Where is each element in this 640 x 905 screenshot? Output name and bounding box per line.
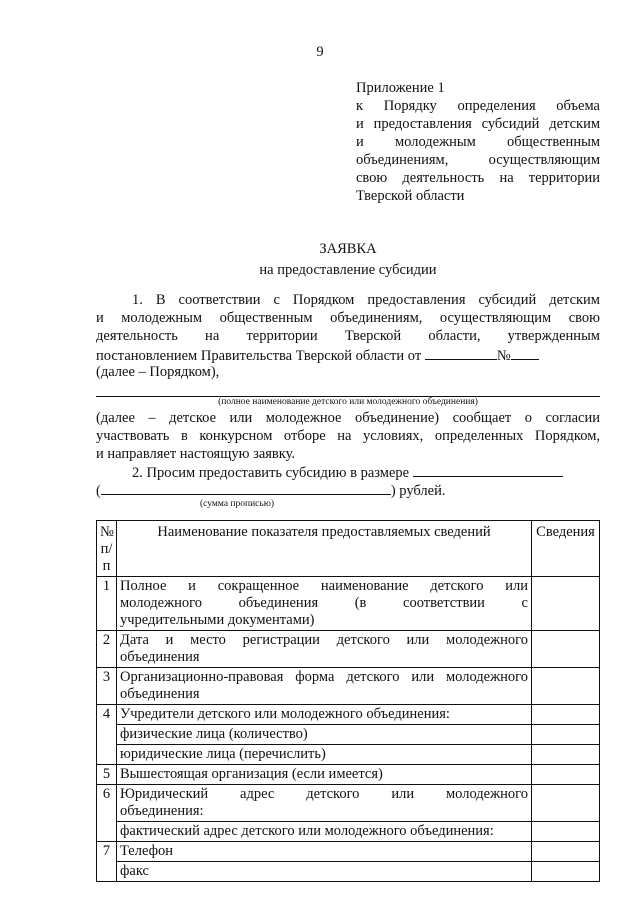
paragraph-line: (далее – детское или молодежное объединение) сообщает о согласии bbox=[96, 410, 600, 426]
row-label-line: объединения bbox=[120, 686, 200, 702]
paragraph-2-line bbox=[96, 463, 600, 481]
row-number: 7 bbox=[97, 842, 117, 882]
table-row bbox=[97, 668, 600, 705]
row-label bbox=[117, 862, 532, 882]
row-value-cell[interactable] bbox=[532, 705, 600, 725]
row-label-line: фактический адрес детского или молодежного объединения: bbox=[120, 823, 494, 839]
paragraph-2 bbox=[96, 463, 600, 499]
paragraph-2-amount-line bbox=[96, 481, 600, 499]
paragraph-1 bbox=[96, 292, 600, 382]
row-label-line: Телефон bbox=[120, 843, 173, 859]
row-value-cell[interactable] bbox=[532, 668, 600, 705]
paragraph-line: (далее – Порядком), bbox=[96, 364, 220, 380]
amount-words-blank[interactable] bbox=[101, 481, 391, 495]
row-value-cell[interactable] bbox=[532, 785, 600, 822]
appendix-line: свою деятельность на территории bbox=[356, 170, 600, 186]
paragraph-line: постановлением Правительства Тверской области от bbox=[96, 348, 422, 364]
header-num: № п/п bbox=[97, 521, 117, 577]
row-label-line: юридические лица (перечислить) bbox=[120, 746, 326, 762]
open-paren: ( bbox=[96, 483, 101, 499]
table-row bbox=[97, 862, 600, 882]
row-number: 1 bbox=[97, 577, 117, 631]
table-row bbox=[97, 577, 600, 631]
row-value-cell[interactable] bbox=[532, 822, 600, 842]
row-label-line: Вышестоящая организация (если имеется) bbox=[120, 766, 383, 782]
page-number: 9 bbox=[316, 44, 324, 60]
row-value-cell[interactable] bbox=[532, 577, 600, 631]
paragraph-line-with-blanks bbox=[96, 346, 600, 364]
row-label bbox=[117, 765, 532, 785]
row-label-line: учредительными документами) bbox=[120, 612, 315, 628]
row-label-line: Учредители детского или молодежного объединения: bbox=[120, 706, 450, 722]
paragraph-line: 2. Просим предоставить субсидию в размере bbox=[132, 465, 410, 481]
amount-blank[interactable] bbox=[413, 463, 563, 477]
row-label-line: объединения bbox=[120, 649, 200, 665]
number-sign: № bbox=[496, 348, 511, 364]
row-value-cell[interactable] bbox=[532, 725, 600, 745]
row-label bbox=[117, 745, 532, 765]
row-label bbox=[117, 785, 532, 822]
row-number: 6 bbox=[97, 785, 117, 842]
table-row bbox=[97, 705, 600, 725]
org-name-caption: (полное наименование детского или молодежного объединения) bbox=[218, 397, 478, 407]
row-label bbox=[117, 725, 532, 745]
row-label bbox=[117, 842, 532, 862]
table-header-row bbox=[97, 521, 600, 577]
paragraph-line: 1. В соответствии с Порядком предоставления субсидий детским bbox=[132, 292, 600, 308]
row-label-line: Полное и сокращенное наименование детского или bbox=[120, 578, 528, 594]
table-row bbox=[97, 842, 600, 862]
header-info: Сведения bbox=[532, 521, 600, 577]
row-label bbox=[117, 577, 532, 631]
row-label-line: Юридический адрес детского или молодежного bbox=[120, 786, 528, 802]
appendix-line: Тверской области bbox=[356, 188, 465, 204]
row-label bbox=[117, 631, 532, 668]
info-table bbox=[96, 520, 600, 882]
paragraph-line: и направляет настоящую заявку. bbox=[96, 446, 296, 462]
row-value-cell[interactable] bbox=[532, 842, 600, 862]
row-label bbox=[117, 668, 532, 705]
header-name: Наименование показателя предоставляемых сведений bbox=[117, 521, 532, 577]
row-label-line: Организационно-правовая форма детского или молодежного bbox=[120, 669, 528, 685]
paragraph-line: деятельность на территории Тверской области, утвержденным bbox=[96, 328, 600, 344]
row-label bbox=[117, 822, 532, 842]
appendix-line: Приложение 1 bbox=[356, 80, 445, 96]
table-row bbox=[97, 631, 600, 668]
row-label-line: объединения: bbox=[120, 803, 204, 819]
document-subtitle: на предоставление субсидии bbox=[259, 262, 437, 278]
row-label-line: молодежного объединения (в соответствии с bbox=[120, 595, 528, 611]
row-number: 5 bbox=[97, 765, 117, 785]
appendix-line: объединениям, осуществляющим bbox=[356, 152, 600, 168]
row-number: 4 bbox=[97, 705, 117, 765]
row-value-cell[interactable] bbox=[532, 862, 600, 882]
table-row bbox=[97, 725, 600, 745]
row-label bbox=[117, 705, 532, 725]
row-number: 3 bbox=[97, 668, 117, 705]
date-blank[interactable] bbox=[425, 346, 497, 360]
table-row bbox=[97, 765, 600, 785]
appendix-line: и молодежным общественным bbox=[356, 134, 600, 150]
row-label-line: физические лица (количество) bbox=[120, 726, 308, 742]
table-row bbox=[97, 745, 600, 765]
table-row bbox=[97, 785, 600, 822]
row-value-cell[interactable] bbox=[532, 765, 600, 785]
close-text: ) рублей. bbox=[390, 483, 446, 499]
row-value-cell[interactable] bbox=[532, 745, 600, 765]
row-number: 2 bbox=[97, 631, 117, 668]
table-row bbox=[97, 822, 600, 842]
amount-caption: (сумма прописью) bbox=[200, 499, 274, 509]
document-title: ЗАЯВКА bbox=[319, 241, 377, 257]
paragraph-1-continued bbox=[96, 410, 600, 464]
number-blank[interactable] bbox=[511, 346, 539, 360]
row-label-line: факс bbox=[120, 863, 149, 879]
appendix-line: и предоставления субсидий детским bbox=[356, 116, 600, 132]
appendix-line: к Порядку определения объема bbox=[356, 98, 600, 114]
paragraph-line: участвовать в конкурсном отборе на условиях, определенных Порядком, bbox=[96, 428, 600, 444]
row-label-line: Дата и место регистрации детского или молодежного bbox=[120, 632, 528, 648]
appendix-block bbox=[356, 80, 600, 206]
row-value-cell[interactable] bbox=[532, 631, 600, 668]
paragraph-line: и молодежным общественным объединениям, осуществляющим свою bbox=[96, 310, 600, 326]
